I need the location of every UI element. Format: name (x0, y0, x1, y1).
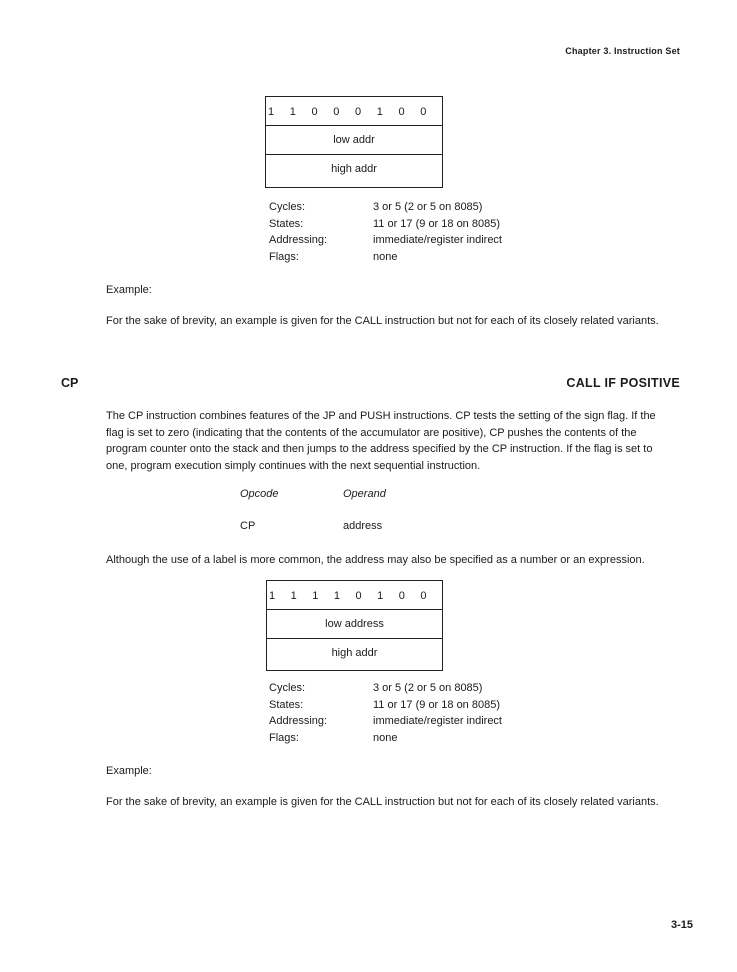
cp-low-address-row: low address (267, 610, 442, 639)
top-bit: 0 (398, 105, 405, 118)
cp-timing-info (269, 680, 502, 746)
info-value: immediate/register indirect (373, 234, 502, 246)
cp-bit: 1 (377, 589, 384, 602)
running-head: Chapter 3. Instruction Set (565, 46, 680, 56)
section-title: CALL IF POSITIVE (566, 376, 680, 390)
cp-encoding-box (266, 580, 443, 671)
info-value: immediate/register indirect (373, 715, 502, 727)
top-bit: 1 (268, 105, 275, 118)
section-mnemonic: CP (61, 376, 79, 390)
info-key: Flags: (269, 731, 299, 744)
top-bit: 0 (355, 105, 362, 118)
top-bit: 1 (289, 105, 296, 118)
top-example-text: For the sake of brevity, an example is given for the CALL instruction but not for each of its closely related variants. (106, 315, 659, 327)
top-timing-info (269, 199, 502, 265)
cp-bit: 0 (420, 589, 427, 602)
cp-bit: 0 (355, 589, 362, 602)
top-low-addr-row: low addr (266, 126, 442, 155)
top-example-label: Example: (106, 284, 152, 296)
info-key: Cycles: (269, 682, 306, 694)
cp-bit: 1 (333, 589, 340, 602)
cp-bit: 0 (398, 589, 405, 602)
operand-header: Operand (343, 488, 386, 500)
cp-bit: 1 (312, 589, 319, 602)
info-value: 11 or 17 (9 or 18 on 8085) (373, 698, 500, 711)
cp-bit: 1 (290, 589, 297, 602)
info-key: Addressing: (269, 234, 328, 246)
address-note: Although the use of a label is more common, the address may also be specified as a number or an expression. (106, 554, 645, 566)
cp-example-label: Example: (106, 765, 152, 777)
cp-opcode-bits-row (267, 581, 442, 610)
info-key: Flags: (269, 250, 299, 263)
top-encoding-box (265, 96, 443, 188)
operand-value: address (343, 520, 383, 532)
cp-bit: 1 (269, 589, 276, 602)
info-value: none (373, 250, 398, 263)
cp-high-addr-row: high addr (331, 647, 378, 659)
info-value: 3 or 5 (2 or 5 on 8085) (373, 201, 483, 213)
info-value: 11 or 17 (9 or 18 on 8085) (373, 217, 500, 230)
info-value: 3 or 5 (2 or 5 on 8085) (373, 682, 483, 694)
opcode-value: CP (240, 520, 256, 532)
top-high-addr-row: high addr (331, 163, 377, 175)
info-key: States: (269, 698, 304, 711)
top-bit: 0 (333, 105, 340, 118)
opcode-header: Opcode (240, 488, 279, 500)
top-bit: 0 (420, 105, 427, 118)
info-key: States: (269, 217, 304, 230)
page-number: 3-15 (670, 919, 693, 931)
info-value: none (373, 731, 398, 744)
info-key: Cycles: (269, 201, 306, 213)
top-opcode-bits-row (266, 97, 442, 126)
info-key: Addressing: (269, 715, 328, 727)
cp-example-text: For the sake of brevity, an example is given for the CALL instruction but not for each of its closely related variants. (106, 796, 659, 808)
top-bit: 0 (311, 105, 318, 118)
section-description: The CP instruction combines features of the JP and PUSH instructions. CP tests the setting of the sign flag. If the flag is set to zero (indicating that the contents of the accumulator are positive), CP pushes the contents of the program counter onto the stack and then jumps to the address specified by the CP instruction. If the flag is set to one, program execution simply continues with the next sequential instruction. (106, 410, 656, 472)
top-bit: 1 (376, 105, 383, 118)
